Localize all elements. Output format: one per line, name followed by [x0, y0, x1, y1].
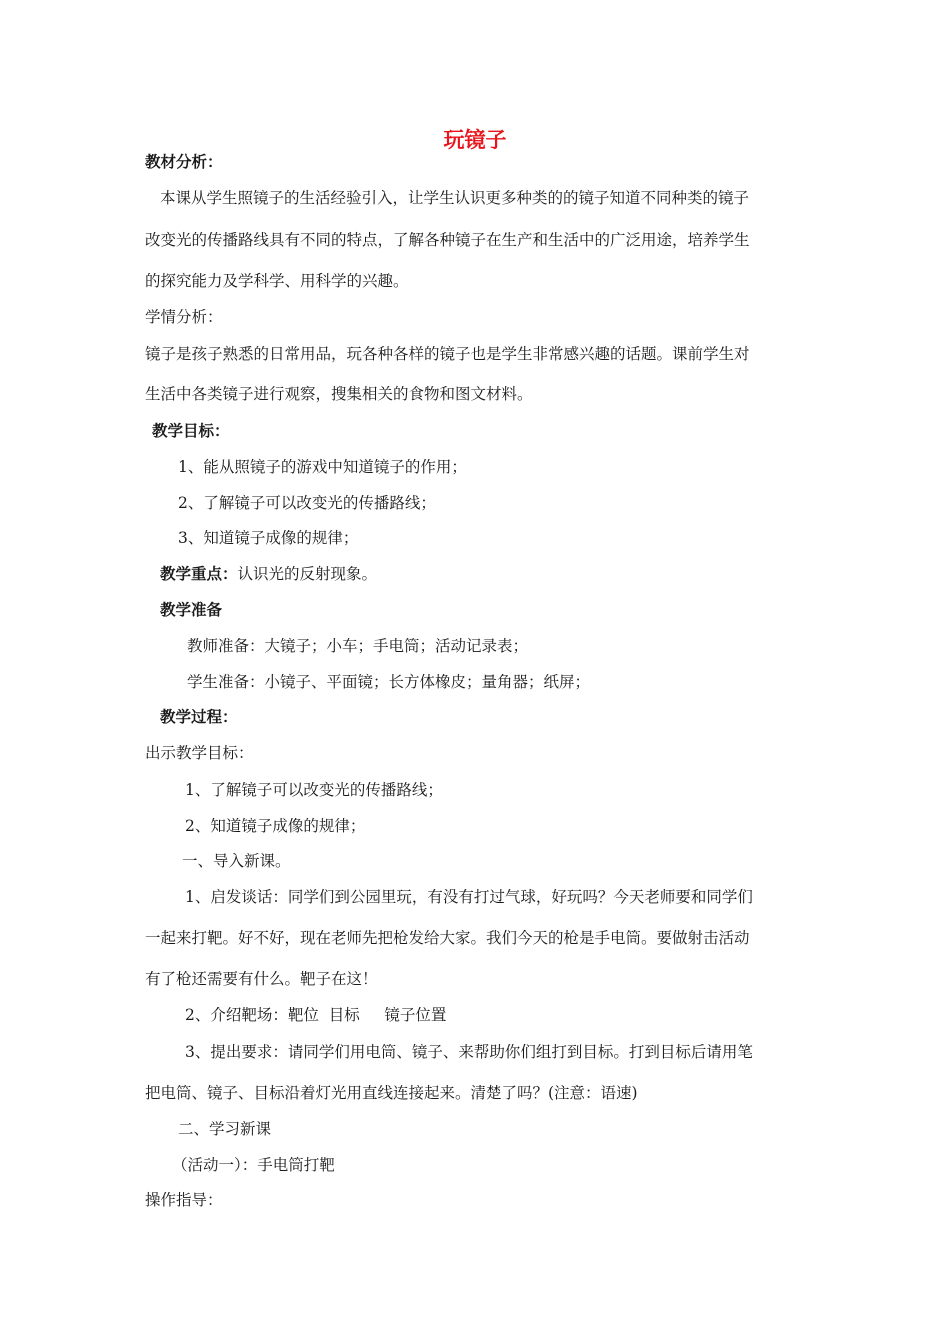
- paragraph-line: 一起来打靶。好不好，现在老师先把枪发给大家。我们今天的枪是手电筒。要做射击活动: [145, 929, 750, 947]
- teaching-focus: [160, 564, 377, 584]
- paragraph-line: 改变光的传播路线具有不同的特点，了解各种镜子在生产和生活中的广泛用途，培养学生: [145, 231, 750, 249]
- list-item: 3、知道镜子成像的规律；: [178, 529, 359, 547]
- list-item: 2、知道镜子成像的规律；: [185, 817, 366, 835]
- heading-teaching-prep: 教学准备: [160, 601, 223, 619]
- list-item: 1、能从照镜子的游戏中知道镜子的作用；: [178, 458, 467, 476]
- paragraph-line: 操作指导：: [145, 1191, 223, 1209]
- paragraph-line: 1、启发谈话：同学们到公园里玩，有没有打过气球，好玩吗？今天老师要和同学们: [185, 888, 753, 906]
- paragraph-line: 把电筒、镜子、目标沿着灯光用直线连接起来。清楚了吗？(注意：语速): [145, 1084, 638, 1102]
- activity-heading: （活动一）：手电筒打靶: [172, 1156, 335, 1174]
- heading-textbook-analysis: 教材分析：: [145, 153, 223, 171]
- paragraph-line: 镜子是孩子熟悉的日常用品，玩各种各样的镜子也是学生非常感兴趣的话题。课前学生对: [145, 345, 750, 363]
- paragraph-line: 本课从学生照镜子的生活经验引入，让学生认识更多种类的的镜子知道不同种类的镜子: [160, 189, 750, 207]
- list-item: 教师准备：大镜子；小车；手电筒；活动记录表；: [187, 637, 529, 655]
- heading-teaching-goals: 教学目标：: [152, 422, 230, 440]
- section-heading: 一、导入新课。: [182, 852, 291, 870]
- paragraph-line: 有了枪还需要有什么。靶子在这！: [145, 970, 378, 988]
- list-item: 2、了解镜子可以改变光的传播路线；: [178, 494, 436, 512]
- section-heading: 二、学习新课: [178, 1120, 272, 1138]
- paragraph-line: 2、介绍靶场：靶位 目标 镜子位置: [185, 1006, 447, 1024]
- paragraph-line: 的探究能力及学科学、用科学的兴趣。: [145, 272, 409, 290]
- paragraph-line: 生活中各类镜子进行观察，搜集相关的食物和图文材料。: [145, 385, 533, 403]
- document-title: 玩镜子: [443, 128, 507, 152]
- heading-teaching-process: 教学过程：: [160, 708, 238, 726]
- teaching-focus-text: 认识光的反射现象。: [237, 565, 378, 583]
- heading-teaching-focus: 教学重点：: [160, 565, 238, 583]
- heading-student-analysis: 学情分析：: [145, 308, 223, 326]
- paragraph-line: 3、提出要求：请同学们用电筒、镜子、来帮助你们组打到目标。打到目标后请用笔: [185, 1043, 753, 1061]
- list-item: 1、了解镜子可以改变光的传播路线；: [185, 781, 443, 799]
- paragraph-line: 出示教学目标：: [145, 744, 254, 762]
- list-item: 学生准备：小镜子、平面镜；长方体橡皮；量角器；纸屏；: [187, 673, 591, 691]
